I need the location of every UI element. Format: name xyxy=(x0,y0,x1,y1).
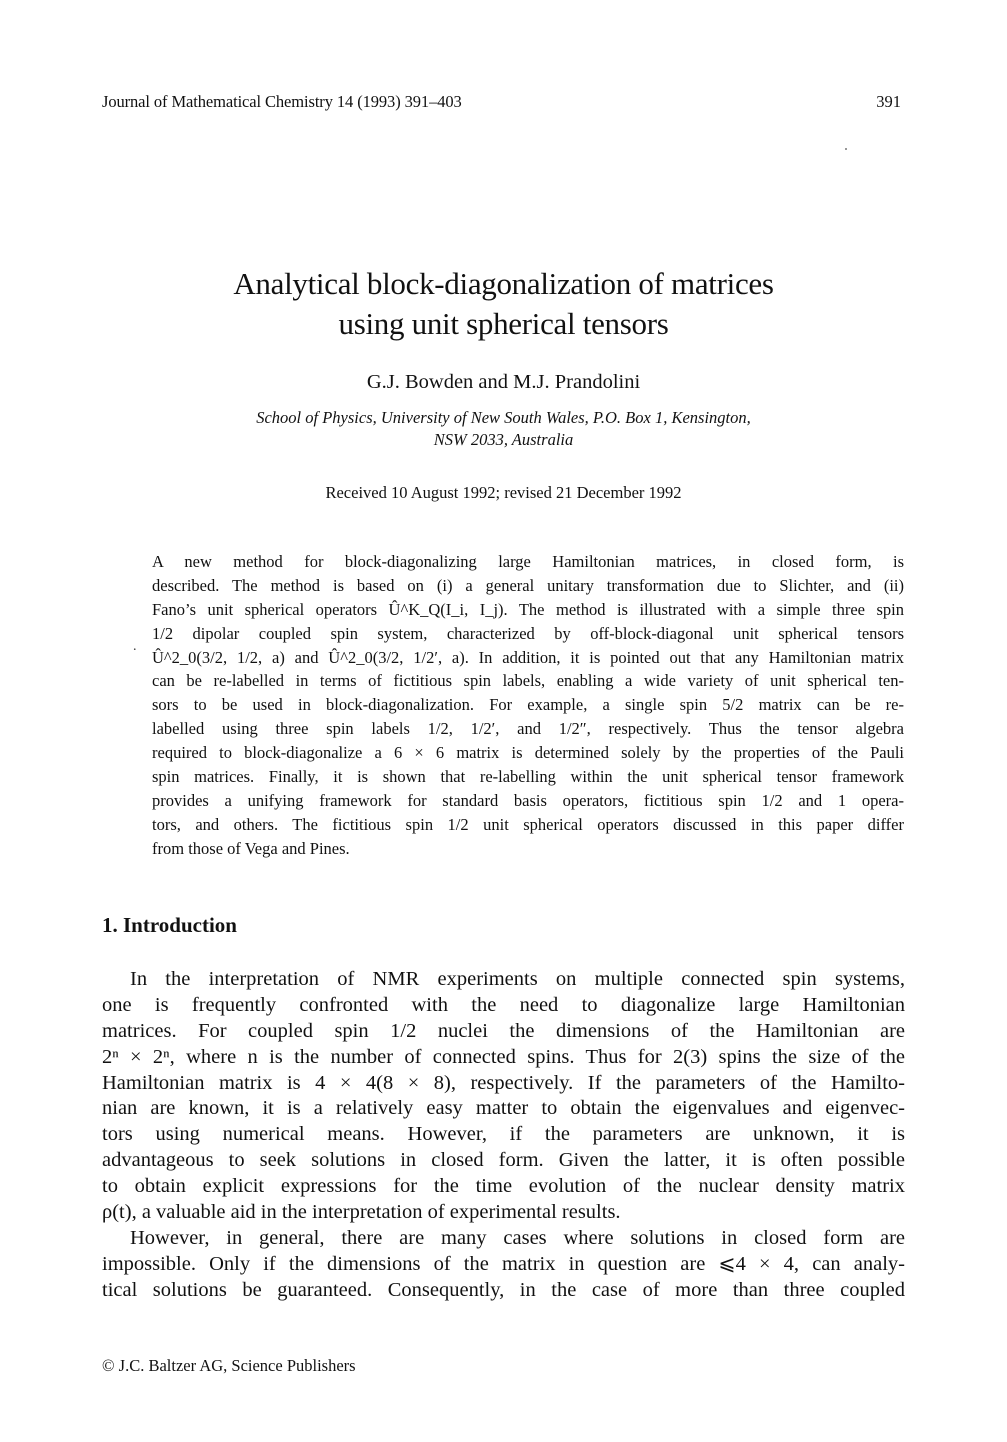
abstract-line: described. The method is based on (i) a general unitary transformation due to Slichter, and (ii) xyxy=(152,575,904,595)
body-line: impossible. Only if the dimensions of the matrix in question are ⩽4 × 4, can analy- xyxy=(102,1252,905,1275)
abstract-line: spin matrices. Finally, it is shown that re-labelling within the unit spherical tensor framework xyxy=(152,767,904,787)
abstract-line: sors to be used in block-diagonalization. For example, a single spin 5/2 matrix can be re- xyxy=(152,695,904,715)
abstract-line: labelled using three spin labels 1/2, 1/2′, and 1/2″, respectively. Thus the tensor algebra xyxy=(152,719,904,739)
body-line: In the interpretation of NMR experiments on multiple connected spin systems, xyxy=(130,968,905,990)
affiliation xyxy=(0,407,1007,451)
section-heading: 1. Introduction xyxy=(102,913,237,937)
abstract-line: required to block-diagonalize a 6 × 6 matrix is determined solely by the properties of the Pauli xyxy=(152,743,904,763)
abstract-line: 1/2 dipolar coupled spin system, characterized by off-block-diagonal unit spherical tensors xyxy=(152,623,904,643)
body-line: matrices. For coupled spin 1/2 nuclei the dimensions of the Hamiltonian are xyxy=(102,1019,905,1042)
abstract xyxy=(152,550,904,861)
paper-title xyxy=(0,264,1007,344)
body-line: nian are known, it is a relatively easy matter to obtain the eigenvalues and eigenvec- xyxy=(102,1097,905,1120)
margin-mark: . xyxy=(133,639,137,654)
abstract-line: provides a unifying framework for standard basis operators, fictitious spin 1/2 and 1 opera- xyxy=(152,790,904,810)
abstract-line: Û^2_0(3/2, 1/2, a) and Û^2_0(3/2, 1/2′, a). In addition, it is pointed out that any Hamiltonian matrix xyxy=(152,647,904,667)
running-head: Journal of Mathematical Chemistry 14 (1993) 391–403 xyxy=(102,92,462,111)
abstract-line: from those of Vega and Pines. xyxy=(152,838,350,858)
abstract-line: Fano’s unit spherical operators Û^K_Q(I_i, I_j). The method is illustrated with a simple three spin xyxy=(152,599,904,619)
affiliation-line-1: School of Physics, University of New South Wales, P.O. Box 1, Kensington, xyxy=(256,408,751,427)
abstract-line: can be re-labelled in terms of fictitious spin labels, enabling a wide variety of unit spherical ten- xyxy=(152,671,904,691)
page-number: 391 xyxy=(876,92,901,111)
body-line: one is frequently confronted with the need to diagonalize large Hamiltonian xyxy=(102,993,905,1016)
affiliation-line-2: NSW 2033, Australia xyxy=(433,430,574,449)
abstract-line: tors, and others. The fictitious spin 1/2 unit spherical operators discussed in this paper differ xyxy=(152,814,904,834)
introduction-text xyxy=(102,967,905,1304)
body-line: Hamiltonian matrix is 4 × 4(8 × 8), respectively. If the parameters of the Hamilto- xyxy=(102,1071,905,1094)
body-line: advantageous to seek solutions in closed form. Given the latter, it is often possible xyxy=(102,1149,905,1172)
body-line: tors using numerical means. However, if the parameters are unknown, it is xyxy=(102,1123,905,1146)
scan-speck xyxy=(845,148,847,150)
copyright-footer: © J.C. Baltzer AG, Science Publishers xyxy=(102,1356,356,1375)
abstract-line: A new method for block-diagonalizing large Hamiltonian matrices, in closed form, is xyxy=(152,552,904,571)
body-line: However, in general, there are many cases where solutions in closed form are xyxy=(130,1226,905,1249)
received-dates: Received 10 August 1992; revised 21 December 1992 xyxy=(325,483,682,502)
title-line-2: using unit spherical tensors xyxy=(338,306,669,341)
body-line: to obtain explicit expressions for the time evolution of the nuclear density matrix xyxy=(102,1175,905,1198)
body-line: ρ(t), a valuable aid in the interpretation of experimental results. xyxy=(102,1201,621,1224)
authors: G.J. Bowden and M.J. Prandolini xyxy=(366,371,641,393)
title-line-1: Analytical block-diagonalization of matrices xyxy=(233,266,774,301)
body-line: tical solutions be guaranteed. Consequently, in the case of more than three coupled xyxy=(102,1278,905,1301)
body-line: 2ⁿ × 2ⁿ, where n is the number of connected spins. Thus for 2(3) spins the size of the xyxy=(102,1045,905,1068)
